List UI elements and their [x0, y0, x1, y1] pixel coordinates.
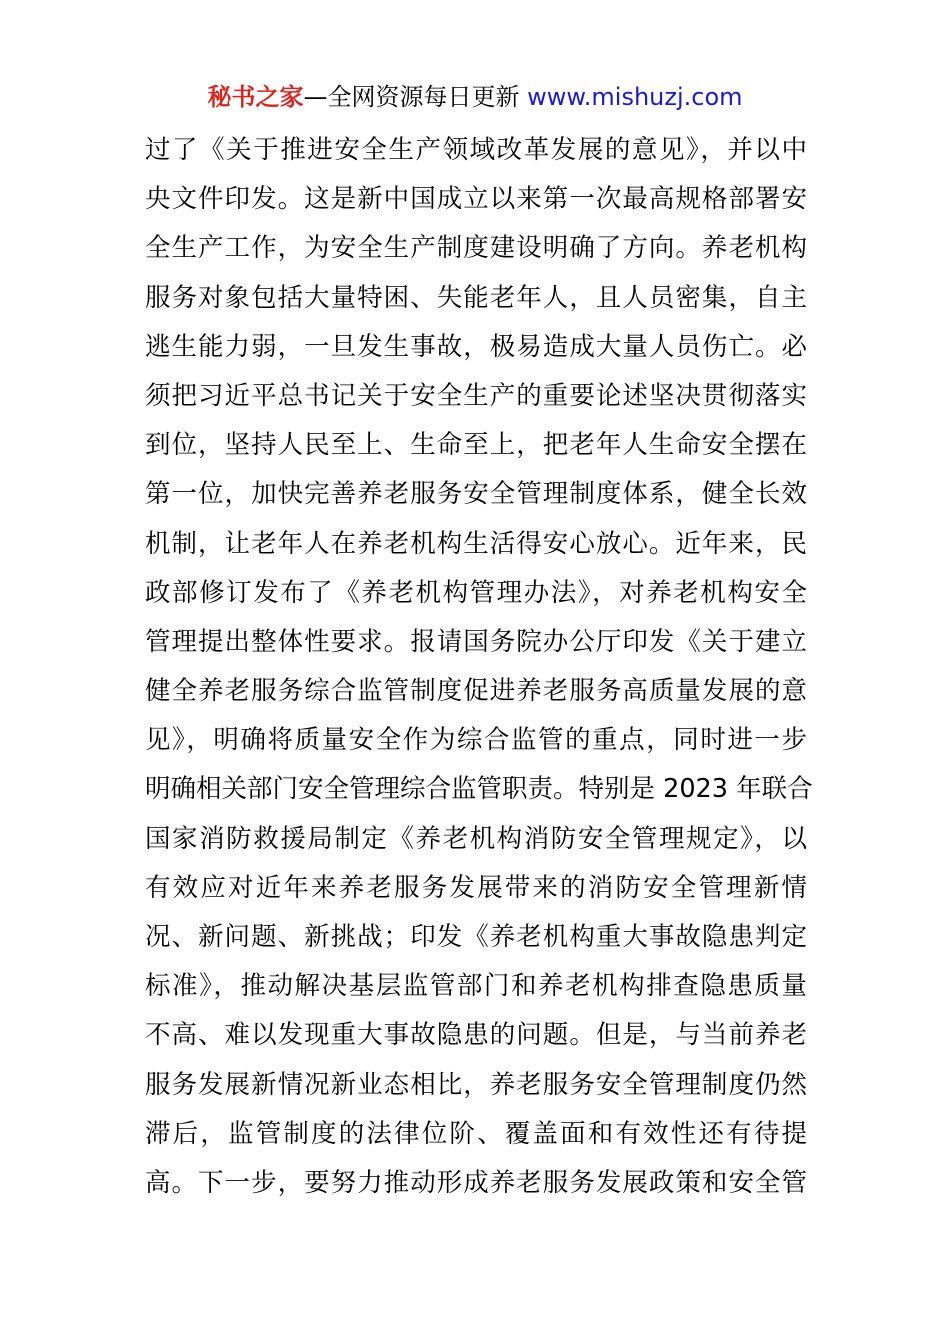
paragraph-line: 过了《关于推进安全生产领域改革发展的意见》，并以中: [145, 135, 807, 165]
site-tagline: —全网资源每日更新: [303, 83, 528, 111]
paragraph-line: 见》，明确将质量安全作为综合监管的重点，同时进一步: [145, 725, 807, 756]
paragraph-line: 标准》，推动解决基层监管部门和养老机构排查隐患质量: [145, 971, 807, 1002]
paragraph-line: 央文件印发。这是新中国成立以来第一次最高规格部署安: [145, 184, 807, 215]
paragraph-line: 国家消防救援局制定《养老机构消防安全管理规定》，以: [145, 823, 807, 854]
site-brand: 秘书之家: [207, 83, 304, 111]
paragraph-line: 到位，坚持人民至上、生命至上，把老年人生命安全摆在: [145, 430, 807, 461]
document-body: [145, 126, 813, 1208]
paragraph-line: 高。下一步，要努力推动形成养老服务发展政策和安全管: [145, 1167, 807, 1198]
paragraph-line: 服务对象包括大量特困、失能老年人，且人员密集，自主: [145, 282, 807, 313]
paragraph-line: 政部修订发布了《养老机构管理办法》，对养老机构安全: [145, 577, 807, 608]
paragraph-line: 况、新问题、新挑战；印发《养老机构重大事故隐患判定: [145, 922, 807, 952]
site-url-link[interactable]: www.mishuzj.com: [527, 83, 743, 111]
paragraph-line: 不高、难以发现重大事故隐患的问题。但是，与当前养老: [145, 1020, 807, 1051]
paragraph-line: 须把习近平总书记关于安全生产的重要论述坚决贯彻落实: [145, 380, 807, 411]
paragraph-line: 全生产工作，为安全生产制度建设明确了方向。养老机构: [145, 233, 807, 264]
site-header: [0, 80, 950, 114]
paragraph-line: 管理提出整体性要求。报请国务院办公厅印发《关于建立: [145, 626, 807, 657]
paragraph-line: 逃生能力弱，一旦发生事故，极易造成大量人员伤亡。必: [145, 331, 807, 362]
paragraph-line: 机制，让老年人在养老机构生活得安心放心。近年来，民: [145, 528, 807, 559]
paragraph-line: 第一位，加快完善养老服务安全管理制度体系，健全长效: [145, 479, 807, 510]
paragraph-line: 健全养老服务综合监管制度促进养老服务高质量发展的意: [145, 676, 807, 707]
paragraph-line: 服务发展新情况新业态相比，养老服务安全管理制度仍然: [145, 1069, 807, 1100]
paragraph-line: 滞后，监管制度的法律位阶、覆盖面和有效性还有待提: [145, 1118, 807, 1149]
paragraph-line: 明确相关部门安全管理综合监管职责。特别是 2023 年联合: [145, 774, 813, 805]
paragraph-line: 有效应对近年来养老服务发展带来的消防安全管理新情: [145, 872, 807, 903]
